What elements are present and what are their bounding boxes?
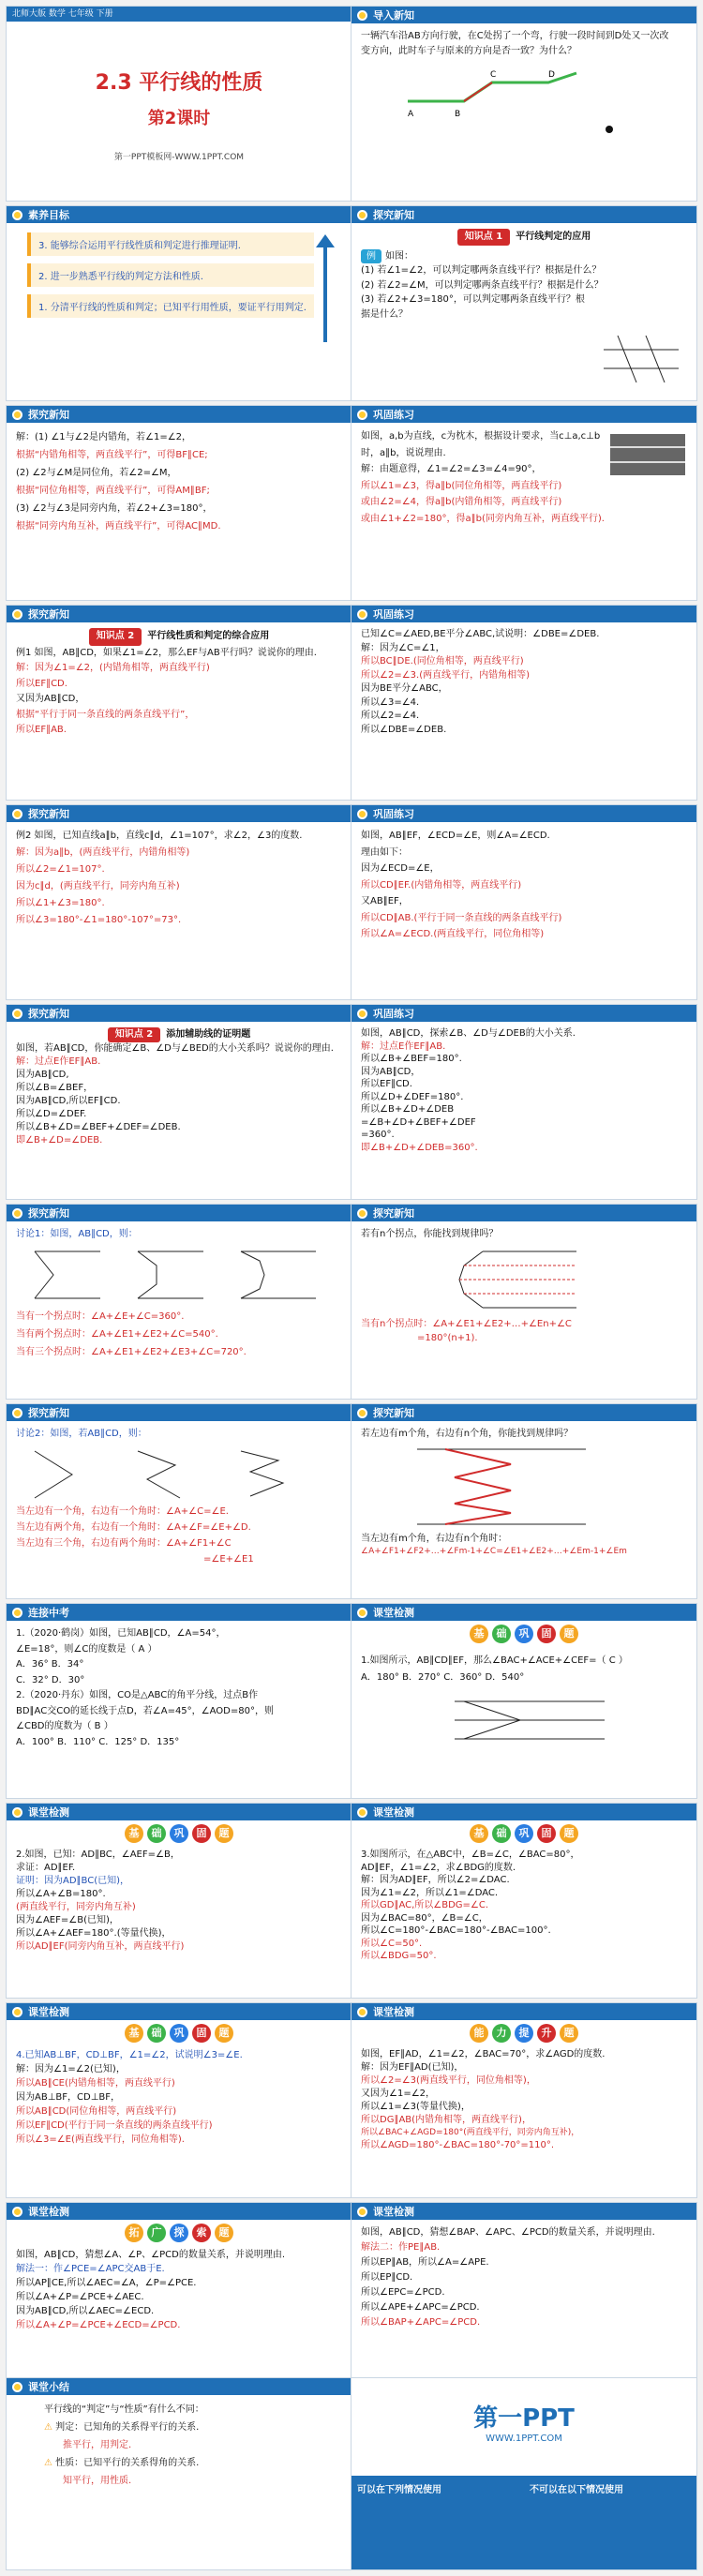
line: 2.（2020·丹东）如图，CO是△ABC的角平分线，过点B作BD∥AC交CO的延长线于点D，若∠A=45°，∠AOD=80°，则∠CBD的度数为（ B ） [16,1690,274,1731]
gear-icon [12,210,22,220]
section-header: 探究新知 [7,406,352,423]
label-b: B [455,110,461,119]
summary-question: 平行线的“判定”与“性质”有什么不同： [44,2404,204,2415]
line: 证明：因为AD∥BC(已知)， [16,1876,130,1886]
cover-header: 北师大版 数学 七年级 下册 [7,7,352,22]
line: 当有n个拐点时：∠A+∠E1+∠E2+…+∠En+∠C [361,1318,572,1329]
slide-cover [6,6,352,202]
gear-icon [12,1208,22,1219]
line: 因为BE平分∠ABC， [361,683,448,694]
line: 已知∠C=∠AED,BE平分∠ABC,试说明：∠DBE=∠DEB. [361,629,600,639]
summary-property: 性质：已知平行的关系得角的关系. [55,2458,200,2468]
slide-check-6 [6,2202,352,2398]
line: 因为∠BAC=80°，∠B=∠C， [361,1912,488,1924]
line: C．32° D．30° [16,1674,85,1685]
intro-text: 一辆汽车沿AB方向行驶，在C处拐了一个弯，行驶一段时间到D处又一次改变方向，此时车子与原来的方向是否一致？为什么？ [361,31,669,56]
line: 或由∠2=∠4，得a∥b(内错角相等，两直线平行) [361,497,562,507]
line: 当有一个拐点时：∠A+∠E+∠C=360°. [16,1310,185,1322]
line: 当左边有m个角，右边有n个角时： [361,1533,508,1544]
gear-icon [12,1807,22,1818]
banner-char: 探 [170,2224,188,2242]
line: 所以∠C=50°. [361,1938,423,1949]
line: 所以∠A+∠AEF=180°.(等量代换)， [16,1928,172,1939]
abcdef-figure [436,1692,623,1748]
line: 又因为∠1=∠2， [361,2089,436,2099]
line: 解法二：作PE∥AB. [361,2242,441,2253]
line: A．36° B．34° [16,1659,84,1670]
section-header: 课堂小结 [7,2378,352,2395]
slide-kp1 [351,205,697,401]
warning-icon: ⚠ [44,2458,52,2468]
line: 如图，AB∥CD，猜想∠BAP、∠APC、∠PCD的数量关系，并说明理由. [361,2227,655,2238]
gear-icon [357,210,367,220]
gear-icon [12,1608,22,1618]
section-header: 巩固练习 [352,606,696,622]
banner-char: 础 [492,1625,511,1643]
line: 所以∠C=180°-∠BAC=180°-∠BAC=100°. [361,1925,551,1936]
line: 所以∠B+∠D+∠DEB [361,1104,455,1115]
figure-parallel [599,331,683,387]
gear-icon [12,609,22,620]
line: 讨论1：如图，AB∥CD，则： [16,1229,138,1239]
banner-char: 题 [560,1824,578,1843]
line: (两直线平行，同旁内角互补) [16,1902,136,1912]
slide-discussion-n [351,1204,697,1400]
line: 所以∠A+∠P=∠PCE+∠AEC. [16,2292,144,2302]
usage-allowed-title: 可以在下列情况使用 [357,2485,441,2495]
summary-judge: 判定：已知角的关系得平行的关系. [55,2422,200,2433]
line: 例1 如图，AB∥CD，如果∠1=∠2，那么EF与AB平行吗？说说你的理由. [16,647,317,658]
road-diagram [352,64,697,148]
banner-char: 巩 [170,1824,188,1843]
line: 当有两个拐点时：∠A+∠E1+∠E2+∠C=540°. [16,1328,218,1340]
line: 根据“同旁内角互补，两直线平行”，可得AC∥MD. [16,521,221,532]
line: 解：(1) ∠1与∠2是内错角，若∠1=∠2， [16,432,192,442]
slide-check-1 [351,1603,697,1799]
banner-explore [7,2224,352,2242]
line: 所以CD∥EF.(内错角相等，两直线平行) [361,879,522,891]
gear-icon [357,1807,367,1818]
gear-icon [357,609,367,620]
gear-icon [357,809,367,819]
slide-exam [6,1603,352,1799]
summary-judge-note: 推平行，用判定. [63,2440,132,2450]
line: 所以∠2=∠3(两直线平行，同位角相等)， [361,2075,536,2086]
banner-char: 基 [125,2024,143,2043]
line: 解：由题意得，∠1=∠2=∠3=∠4=90°， [361,464,542,474]
line: 2.如图，已知：AD∥BC，∠AEF=∠B， [16,1850,180,1860]
section-header: 探究新知 [7,1205,352,1221]
line: (3) ∠2与∠3是同旁内角，若∠2+∠3=180°， [16,503,213,514]
n-bend-figure [361,1242,680,1317]
line: A．100° B．110° C．125° D．135° [16,1736,180,1747]
gear-icon [12,2007,22,2017]
line: 所以∠BDG=50°. [361,1951,437,1961]
banner-char: 础 [147,2024,166,2043]
slide-kp2 [6,605,352,801]
line: 所以∠1=∠3，得a∥b(同位角相等，两直线平行) [361,480,562,491]
label-d: D [548,70,555,80]
banner-char: 固 [192,2024,211,2043]
slide-goals [6,205,352,401]
slide-practice-1 [351,405,697,601]
line: 4.已知AB⊥BF，CD⊥BF，∠1=∠2，试说明∠3=∠E. [16,2050,243,2060]
goal-3: 3. 能够综合运用平行线性质和判定进行推理证明. [27,232,314,256]
banner-advanced [352,2024,696,2043]
gear-icon [12,2207,22,2217]
line: 因为AB∥CD,所以EF∥CD. [16,1096,121,1106]
kp1-content [352,223,696,327]
line: 解：过点E作EF∥AB. [16,1056,101,1067]
line: 解：因为∠C=∠1， [361,642,445,653]
line: 所以∠AGD=180°-∠BAC=180°-70°=110°. [361,2139,555,2150]
line: 所以∠A+∠P=∠PCE+∠ECD=∠PCD. [16,2320,181,2330]
line: 所以∠1+∠3=180°. [16,898,105,908]
banner-char: 固 [537,1625,556,1643]
line: 如图，AB∥CD，猜想∠A、∠P、∠PCD的数量关系，并说明理由. [16,2250,286,2260]
logo-url: WWW.1PPT.COM [486,2434,562,2444]
line: 或由∠1+∠2=180°，得a∥b(同旁内角互补，两直线平行). [361,513,605,524]
slide-summary [6,2377,352,2570]
banner-char: 题 [215,2224,233,2242]
line: 所以∠3=180°-∠1=180°-107°=73°. [16,915,182,925]
slide-discussion-1 [6,1204,352,1400]
line: 如图，a,b为直线，c为枕木，根据设计要求，当c⊥a,c⊥b时，a∥b，说说理由. [361,431,601,458]
line: 所以CD∥AB.(平行于同一条直线的两条直线平行) [361,912,562,923]
line: 所以∠3=∠E(两直线平行，同位角相等). [16,2134,185,2145]
label-a: A [408,110,414,119]
gear-icon [357,10,367,21]
gear-icon [12,809,22,819]
line: 解：因为AD∥EF，所以∠2=∠DAC. [361,1875,510,1885]
line: 因为AB∥CD,所以∠AEC=∠ECD. [16,2306,155,2316]
logo: 第一PPT [473,2404,575,2433]
section-header: 探究新知 [352,206,696,223]
gear-icon [357,2207,367,2217]
line: 根据“同位角相等，两直线平行”，可得AM∥BF; [16,486,210,496]
line: 所以∠D=∠DEF. [16,1109,87,1119]
line: 所以∠B+∠BEF=180°. [361,1054,462,1064]
q2: (2) 若∠2=∠M，可以判定哪两条直线平行？根据是什么？ [361,279,604,291]
cover-subtitle: 第2课时 [147,109,211,128]
banner-basic [7,1824,352,1843]
line: 即∠B+∠D=∠DEB. [16,1135,103,1146]
line: 1.如图所示，AB∥CD∥EF，那么∠BAC+∠ACE+∠CEF=（ C ） [361,1655,628,1666]
slide-check-2 [6,1803,352,1999]
line: 讨论2：如图，若AB∥CD，则： [16,1429,147,1439]
line: 所以∠BAC+∠AGD=180°(两直线平行，同旁内角互补)， [361,2128,580,2137]
line: 如图，AB∥CD，探索∠B、∠D与∠DEB的大小关系. [361,1028,576,1039]
line: 所以AB∥CD(同位角相等，两直线平行) [16,2106,177,2117]
slide-practice-2 [351,605,697,801]
line: 当左边有两个角，右边有一个角时：∠A+∠F=∠E+∠D. [16,1521,251,1533]
line: 所以∠EPC=∠PCD. [361,2287,445,2298]
line: 如图，EF∥AD，∠1=∠2，∠BAC=70°，求∠AGD的度数. [361,2049,606,2059]
kp-title: 平行线判定的应用 [516,232,591,242]
banner-char: 题 [215,1824,233,1843]
section-header: 课堂检测 [352,1804,696,1820]
slide-auxiliary [6,1004,352,1200]
line: ∠A+∠F1+∠F2+…+∠Fm-1+∠C=∠E1+∠E2+…+∠Em-1+∠Em [361,1547,627,1556]
line: 解：过点E作EF∥AB. [361,1041,446,1052]
line: 所以BC∥DE.(同位角相等，两直线平行) [361,656,524,666]
slide-check-3 [351,1803,697,1999]
line: 解：因为∠1=∠2，(内错角相等，两直线平行) [16,663,210,673]
line: 所以∠1=∠3(等量代换)， [361,2102,471,2112]
gear-icon [357,1608,367,1618]
line: 解法一：作∠PCE=∠APC交AB于E. [16,2264,165,2274]
cover-title: 2.3 平行线的性质 [95,71,263,95]
line: 若有n个拐点，你能找到规律吗？ [361,1229,499,1239]
line: 所以∠D+∠DEF=180°. [361,1091,464,1102]
line: 所以∠2=∠4. [361,711,420,721]
banner-char: 题 [560,1625,578,1643]
section-header: 课堂检测 [7,2003,352,2020]
banner-char: 拓 [125,2224,143,2242]
bend-figures [16,1242,335,1308]
section-header: 课堂检测 [352,2203,696,2220]
gear-icon [12,2382,22,2392]
gear-icon [12,410,22,420]
slide-check-4 [6,2002,352,2198]
line: 如图，AB∥EF，∠ECD=∠E，则∠A=∠ECD. [361,831,550,841]
line: 所以∠2=∠3.(两直线平行，内错角相等) [361,669,531,681]
banner-char: 巩 [170,2024,188,2043]
line: 因为AB∥CD， [361,1066,421,1077]
banner-basic [352,1824,696,1843]
banner-char: 题 [215,2024,233,2043]
banner-char: 基 [470,1824,488,1843]
section-header: 巩固练习 [352,805,696,822]
line: 所以AB∥CE(内错角相等，两直线平行) [16,2078,175,2089]
banner-char: 础 [492,1824,511,1843]
line: 根据“内错角相等，两直线平行”，可得BF∥CE; [16,450,208,460]
banner-char: 固 [192,1824,211,1843]
example-badge: 例 [361,249,381,264]
section-header: 连接中考 [7,1604,352,1621]
line: 因为AB⊥BF，CD⊥BF， [16,2092,121,2103]
line: 所以EP∥AB，所以∠A=∠APE. [361,2257,489,2268]
gear-icon [12,1009,22,1019]
line: 1.（2020·鹤岗）如图，已知AB∥CD，∠A=54°，∠E=18°，则∠C的度数是（ A ） [16,1628,226,1655]
line: 所以EF∥AB. [16,725,67,735]
goal-2: 2. 进一步熟悉平行线的判定方法和性质. [27,263,314,287]
line: 求证：AD∥EF. [16,1863,76,1873]
section-header: 课堂检测 [352,1604,696,1621]
section-header: 素养目标 [7,206,352,223]
q1: (1) 若∠1=∠2，可以判定哪两条直线平行？根据是什么？ [361,265,602,276]
line: 解：因为∠1=∠2(已知)， [16,2064,126,2074]
banner-char: 础 [147,1824,166,1843]
slide-example-2 [6,804,352,1000]
line: 根据“平行于同一条直线的两条直线平行”， [16,709,195,720]
line: 所以DG∥AB(内错角相等，两直线平行)， [361,2115,531,2125]
line: 因为∠1=∠2，所以∠1=∠DAC. [361,1887,499,1898]
slide-discussion-mn [351,1403,697,1599]
slide-discussion-2 [6,1403,352,1599]
banner-basic [352,1625,696,1643]
slide-intro [351,6,697,202]
kp-badge: 知识点 2 [89,628,142,646]
section-header: 课堂检测 [7,1804,352,1820]
line: 如图，若AB∥CD，你能确定∠B、∠D与∠BED的大小关系吗？说说你的理由. [16,1043,334,1054]
line: (2) ∠2与∠M是同位角，若∠2=∠M， [16,468,177,478]
q3: (3) 若∠2+∠3=180°，可以判定哪两条直线平行？根据是什么？ [361,294,585,320]
section-header: 导入新知 [352,7,696,23]
line: 所以∠BAP+∠APC=∠PCD. [361,2317,481,2328]
line: 解：因为a∥b，(两直线平行，内错角相等) [16,847,190,858]
line: 所以EF∥CD. [16,678,67,689]
line: 因为∠ECD=∠E， [361,863,440,874]
rail-figure [610,434,685,475]
gear-icon [357,410,367,420]
kp-title: 平行线性质和判定的综合应用 [147,631,270,641]
kp-badge: 知识点 1 [457,229,510,246]
section-header: 探究新知 [352,1404,696,1421]
banner-basic [7,2024,352,2043]
line: =∠E+∠E1 [203,1553,254,1565]
line: 3.如图所示，在△ABC中，∠B=∠C，∠BAC=80°，AD∥EF，∠1=∠2，求∠BDG的度数. [361,1850,580,1873]
section-header: 巩固练习 [352,1005,696,1022]
line: 又AB∥EF， [361,896,409,906]
line: 所以AP∥CE,所以∠AEC=∠A，∠P=∠PCE. [16,2278,197,2288]
line: 所以∠B+∠D=∠BEF+∠DEF=∠DEB. [16,1122,181,1132]
line: =∠B+∠D+∠BEF+∠DEF [361,1116,476,1128]
line: 当左边有三个角，右边有两个角时：∠A+∠F1+∠C [16,1537,232,1549]
gear-icon [357,2007,367,2017]
line: 所以EP∥CD. [361,2272,413,2283]
section-header: 巩固练习 [352,406,696,423]
q0: 如图： [385,250,413,262]
arrow-icon [307,234,344,347]
slide-check-7 [351,2202,697,2398]
line: 所以∠3=∠4. [361,696,420,708]
line: 所以∠2=∠1=107°. [16,864,105,875]
line: 所以∠A+∠B=180°. [16,1889,106,1899]
line: 因为∠AEF=∠B(已知)， [16,1915,119,1925]
section-header: 课堂检测 [7,2203,352,2220]
line: 所以∠A=∠ECD.(两直线平行，同位角相等) [361,929,545,939]
line: 即∠B+∠D+∠DEB=360°. [361,1142,478,1153]
cover-footer: 第一PPT模板网-WWW.1PPT.COM [113,153,245,162]
line: A．180° B．270° C．360° D．540° [361,1672,525,1683]
line: 所以EF∥CD. [361,1079,412,1089]
banner-char: 固 [537,1824,556,1843]
banner-char: 巩 [515,1824,533,1843]
section-header: 探究新知 [7,1404,352,1421]
slide-ending [351,2377,697,2570]
slide-solution-1 [6,405,352,601]
section-header: 探究新知 [7,1005,352,1022]
label-c: C [490,70,497,80]
line: 因为AB∥CD, [16,1070,69,1080]
slide-practice-3 [351,804,697,1000]
line: 例2 如图，已知直线a∥b，直线c∥d，∠1=107°，求∠2，∠3的度数. [16,831,303,841]
line: 若左边有m个角，右边有n个角，你能找到规律吗？ [361,1429,574,1439]
mn-zigzag-figure [361,1442,680,1532]
line: 理由如下： [361,846,408,858]
line: 所以∠B=∠BEF， [16,1083,94,1093]
line: 所以EF∥CD(平行于同一条直线的两条直线平行) [16,2120,213,2131]
section-header: 课堂检测 [352,2003,696,2020]
line: 所以GD∥AC,所以∠BDG=∠C. [361,1900,489,1910]
zigzag-figures [16,1442,335,1504]
line: 所以∠APE+∠APC=∠PCD. [361,2302,480,2313]
line: =360°. [361,1130,395,1140]
banner-char: 基 [125,1824,143,1843]
gear-icon [357,1208,367,1219]
warning-icon: ⚠ [44,2422,52,2433]
banner-char: 题 [560,2024,578,2043]
summary-property-note: 知平行，用性质. [63,2476,132,2486]
usage-disallowed-title: 不可以在以下情况使用 [530,2485,623,2495]
line: 当左边有一个角，右边有一个角时：∠A+∠C=∠E. [16,1505,229,1517]
banner-char: 能 [470,2024,488,2043]
line: 所以AD∥EF(同旁内角互补，两直线平行) [16,1941,185,1952]
section-header: 探究新知 [7,805,352,822]
line: =180°(n+1). [417,1333,478,1343]
banner-char: 索 [192,2224,211,2242]
banner-char: 力 [492,2024,511,2043]
goal-1: 1. 分清平行线的性质和判定；已知平行用性质，要证平行用判定. [27,294,314,318]
line: 当有三个拐点时：∠A+∠E1+∠E2+∠E3+∠C=720°. [16,1346,247,1357]
banner-char: 基 [470,1625,488,1643]
gear-icon [12,1408,22,1418]
slide-practice-4 [351,1004,697,1200]
line: 因为c∥d，(两直线平行，同旁内角互补) [16,881,180,891]
kp-badge: 知识点 2 [108,1027,160,1042]
banner-char: 广 [147,2224,166,2242]
section-header: 探究新知 [352,1205,696,1221]
line: 又因为AB∥CD， [16,694,85,704]
banner-char: 巩 [515,1625,533,1643]
kp-title: 添加辅助线的证明题 [166,1029,251,1040]
line: 所以∠DBE=∠DEB. [361,724,447,735]
banner-char: 升 [537,2024,556,2043]
line: 解：因为EF∥AD(已知)， [361,2062,464,2073]
gear-icon [357,1009,367,1019]
section-header: 探究新知 [7,606,352,622]
banner-char: 提 [515,2024,533,2043]
slide-check-5 [351,2002,697,2198]
gear-icon [357,1408,367,1418]
